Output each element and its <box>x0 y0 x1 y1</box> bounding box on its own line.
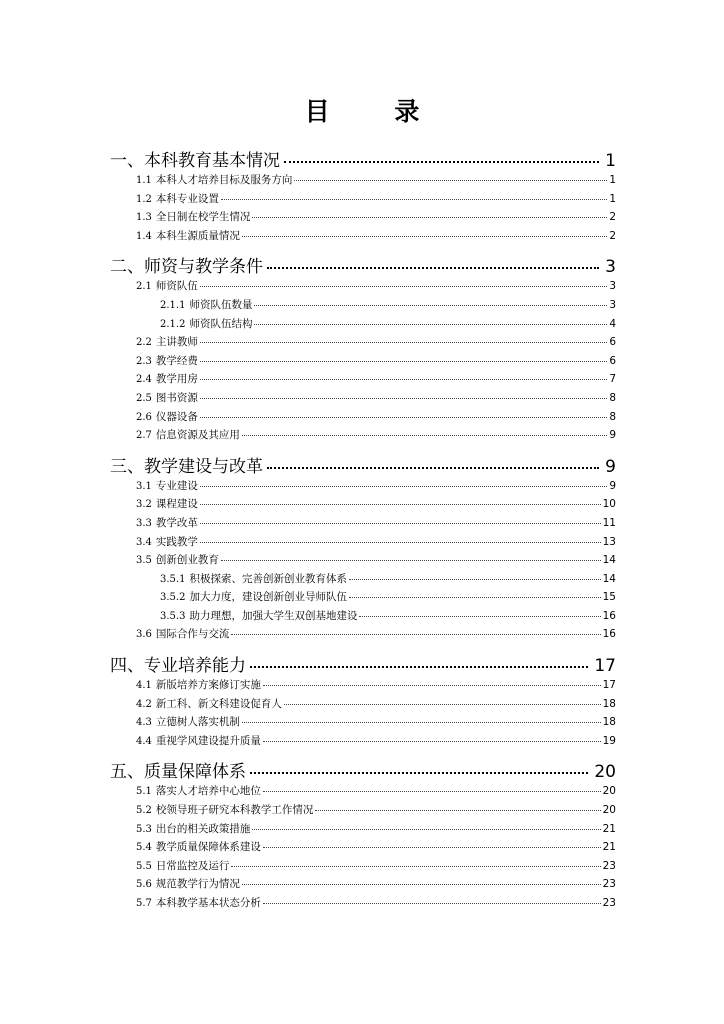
toc-entry-text: 教学改革 <box>155 516 198 529</box>
toc-page-number: 21 <box>602 841 616 854</box>
toc-subsection-entry[interactable] <box>110 895 616 914</box>
toc-page-number: 11 <box>602 516 616 529</box>
toc-entry-number: 5.6 <box>136 879 152 891</box>
toc-page-number: 19 <box>602 734 616 747</box>
dot-leader <box>267 466 599 469</box>
toc-page-number: 18 <box>602 716 616 729</box>
toc-entry-text: 主讲教师 <box>155 336 198 349</box>
dot-leader <box>263 790 601 792</box>
toc-page-number: 20 <box>602 804 616 817</box>
toc-page-number: 3 <box>609 280 616 293</box>
toc-page-number: 23 <box>602 859 616 872</box>
toc-entry-number: 5.7 <box>136 898 152 909</box>
toc-subsubsection-entry[interactable] <box>110 571 616 590</box>
toc-entry-label <box>136 534 198 549</box>
toc-page-number: 15 <box>602 591 616 604</box>
toc-entry-label <box>136 427 240 442</box>
toc-entry-text: 本科专业设置 <box>155 192 219 205</box>
dot-leader <box>349 596 601 598</box>
toc-entry-text: 本科教学基本状态分析 <box>155 897 261 909</box>
toc-subsection-entry[interactable] <box>110 278 616 297</box>
dot-leader <box>200 378 607 380</box>
toc-subsection-entry[interactable] <box>110 839 616 858</box>
toc-subsection-entry[interactable] <box>110 172 616 191</box>
toc-subsection-entry[interactable] <box>110 515 616 534</box>
toc-entry-label <box>136 228 240 243</box>
toc-subsection-entry[interactable] <box>110 390 616 409</box>
toc-entry-number: 4.2 <box>136 698 152 710</box>
dot-leader <box>254 323 607 325</box>
dot-leader <box>294 179 607 181</box>
toc-entry-number: 4.1 <box>136 680 152 692</box>
dot-leader <box>242 721 601 723</box>
toc-entry-number: 3.6 <box>136 629 152 641</box>
toc-entry-text: 创新创业教育 <box>155 554 219 567</box>
toc-subsection-entry[interactable] <box>110 714 616 733</box>
toc-subsection-entry[interactable] <box>110 496 616 515</box>
toc-subsection-entry[interactable] <box>110 552 616 571</box>
toc-entry-label <box>160 316 252 331</box>
dot-leader <box>242 883 601 885</box>
toc-page-number: 16 <box>602 609 616 622</box>
toc-entry-label <box>136 839 261 854</box>
toc-subsection-entry[interactable] <box>110 334 616 353</box>
toc-entry-number: 5.3 <box>136 823 152 835</box>
toc-chapter-entry[interactable] <box>110 252 616 278</box>
toc-subsection-entry[interactable] <box>110 427 616 446</box>
toc-entry-number: 5.2 <box>136 805 152 817</box>
dot-leader <box>254 304 607 306</box>
toc-entry-label <box>136 821 250 836</box>
toc-entry-number: 1.4 <box>136 230 152 242</box>
toc-page-number: 16 <box>602 628 616 641</box>
toc-entry-label <box>136 278 198 293</box>
toc-entry-label <box>136 478 198 493</box>
toc-entry-number: 3.3 <box>136 517 152 529</box>
dot-leader <box>263 740 601 742</box>
toc-page-number: 1 <box>609 192 616 205</box>
toc-chapter-title: 二、师资与教学条件 <box>110 257 263 278</box>
toc-page-number: 10 <box>602 498 616 511</box>
toc-page-number: 3 <box>605 257 616 278</box>
toc-entry-text: 图书资源 <box>155 391 198 404</box>
toc-entry-number: 3.5.2 <box>160 592 186 604</box>
toc-entry-label <box>136 783 261 798</box>
toc-page-number: 13 <box>602 535 616 548</box>
toc-entry-text: 仪器设备 <box>155 410 198 423</box>
toc-page-number: 8 <box>609 410 616 423</box>
toc-entry-text: 教学质量保障体系建设 <box>155 841 261 854</box>
toc-page-number: 6 <box>609 336 616 349</box>
dot-leader <box>263 684 601 686</box>
toc-entry-number: 1.3 <box>136 212 152 224</box>
toc-entry-text: 新工科、新文科建设促育人 <box>155 697 282 710</box>
dot-leader <box>349 578 601 580</box>
dot-leader <box>221 198 607 200</box>
toc-page-number: 17 <box>602 679 616 692</box>
toc-entry-text: 日常监控及运行 <box>155 859 230 872</box>
toc-entry-label <box>136 191 219 206</box>
toc-page-number: 1 <box>605 151 616 171</box>
dot-leader <box>200 416 607 418</box>
toc-entry-text: 信息资源及其应用 <box>155 429 240 442</box>
toc-chapter-entry[interactable] <box>110 452 616 478</box>
table-of-contents <box>110 146 616 914</box>
toc-page-number: 18 <box>602 697 616 710</box>
toc-entry-text: 国际合作与交流 <box>155 628 230 641</box>
toc-entry-number: 5.1 <box>136 786 152 798</box>
toc-page-number: 8 <box>609 391 616 404</box>
toc-subsection-entry[interactable] <box>110 696 616 715</box>
toc-entry-text: 本科人才培养目标及服务方向 <box>155 174 293 186</box>
dot-leader <box>252 828 600 830</box>
toc-subsection-entry[interactable] <box>110 353 616 372</box>
dot-leader <box>263 846 601 848</box>
dot-leader <box>284 160 599 163</box>
toc-page-number: 9 <box>609 429 616 442</box>
toc-entry-text: 师资队伍数量 <box>189 298 253 311</box>
dot-leader <box>231 865 600 867</box>
dot-leader <box>200 397 607 399</box>
dot-leader <box>250 665 588 668</box>
toc-page-number: 21 <box>602 822 616 835</box>
toc-page-number: 9 <box>609 479 616 492</box>
toc-page-number: 1 <box>609 174 616 186</box>
toc-page-number: 20 <box>594 762 616 783</box>
toc-entry-label <box>136 876 240 891</box>
toc-entry-label <box>136 895 261 910</box>
toc-entry-label <box>136 802 313 817</box>
toc-entry-text: 实践教学 <box>155 535 198 548</box>
toc-entry-text: 校领导班子研究本科教学工作情况 <box>155 804 314 817</box>
toc-entry-label <box>160 608 357 623</box>
toc-entry-number: 5.4 <box>136 842 152 854</box>
toc-entry-number: 2.1.1 <box>160 299 186 311</box>
toc-subsection-entry[interactable] <box>110 783 616 802</box>
dot-leader <box>200 360 607 362</box>
toc-entry-label <box>160 297 252 312</box>
toc-subsubsection-entry[interactable] <box>110 316 616 335</box>
toc-entry-number: 5.5 <box>136 860 152 872</box>
toc-subsection-entry[interactable] <box>110 876 616 895</box>
toc-page-number: 7 <box>609 373 616 386</box>
toc-page-number: 9 <box>605 456 616 477</box>
toc-chapter-entry[interactable] <box>110 146 616 172</box>
toc-page-number: 14 <box>602 554 616 567</box>
toc-subsection-entry[interactable] <box>110 209 616 228</box>
toc-page-number: 23 <box>602 897 616 909</box>
toc-entry-label <box>136 858 229 873</box>
dot-leader <box>242 434 607 436</box>
toc-entry-number: 4.3 <box>136 717 152 729</box>
dot-leader <box>267 266 599 269</box>
toc-subsection-entry[interactable] <box>110 858 616 877</box>
dot-leader <box>250 771 588 774</box>
toc-subsection-entry[interactable] <box>110 677 616 696</box>
toc-entry-label <box>136 677 261 692</box>
toc-entry-number: 2.3 <box>136 355 152 367</box>
toc-subsection-entry[interactable] <box>110 733 616 752</box>
toc-entry-text: 本科生源质量情况 <box>155 229 240 242</box>
toc-entry-label <box>160 589 347 604</box>
toc-page-number: 23 <box>602 878 616 891</box>
toc-entry-number: 4.4 <box>136 735 152 747</box>
toc-entry-label <box>136 696 282 711</box>
dot-leader <box>252 216 607 218</box>
toc-entry-number: 2.4 <box>136 374 152 386</box>
toc-entry-label <box>136 409 198 424</box>
dot-leader <box>284 703 601 705</box>
dot-leader <box>200 541 601 543</box>
toc-entry-number: 3.5 <box>136 555 152 567</box>
toc-page-number: 6 <box>609 354 616 367</box>
toc-entry-number: 3.1 <box>136 480 152 492</box>
toc-entry-number: 2.5 <box>136 392 152 404</box>
toc-entry-label <box>136 390 198 405</box>
toc-entry-number: 2.1 <box>136 281 152 293</box>
dot-leader <box>200 503 601 505</box>
toc-subsection-entry[interactable] <box>110 626 616 645</box>
toc-entry-text: 师资队伍 <box>155 280 198 293</box>
toc-subsubsection-entry[interactable] <box>110 589 616 608</box>
toc-entry-text: 全日制在校学生情况 <box>155 211 251 224</box>
toc-page-number: 2 <box>609 229 616 242</box>
toc-entry-text: 师资队伍结构 <box>189 317 253 330</box>
toc-page-number: 4 <box>609 317 616 330</box>
toc-subsection-entry[interactable] <box>110 534 616 553</box>
toc-entry-label <box>136 515 198 530</box>
toc-entry-text: 新版培养方案修订实施 <box>155 679 261 692</box>
toc-entry-label <box>136 209 250 224</box>
dot-leader <box>231 633 600 635</box>
dot-leader <box>200 485 607 487</box>
dot-leader <box>200 341 607 343</box>
toc-subsection-entry[interactable] <box>110 191 616 210</box>
dot-leader <box>359 615 600 617</box>
toc-entry-text: 教学经费 <box>155 354 198 367</box>
dot-leader <box>263 902 601 904</box>
toc-entry-number: 3.4 <box>136 536 152 548</box>
toc-subsubsection-entry[interactable] <box>110 297 616 316</box>
toc-page-number: 17 <box>594 656 616 677</box>
toc-subsection-entry[interactable] <box>110 409 616 428</box>
toc-subsubsection-entry[interactable] <box>110 608 616 627</box>
toc-entry-label <box>136 172 292 187</box>
toc-entry-text: 立德树人落实机制 <box>155 716 240 729</box>
dot-leader <box>242 235 607 237</box>
dot-leader <box>221 559 601 561</box>
toc-entry-number: 3.2 <box>136 499 152 511</box>
toc-entry-label <box>136 733 261 748</box>
dot-leader <box>200 285 607 287</box>
toc-subsection-entry[interactable] <box>110 821 616 840</box>
toc-page-number: 20 <box>602 785 616 798</box>
toc-entry-text: 教学用房 <box>155 373 198 386</box>
toc-subsection-entry[interactable] <box>110 802 616 821</box>
toc-entry-label <box>136 353 198 368</box>
toc-entry-label <box>160 571 347 586</box>
toc-entry-number: 2.6 <box>136 411 152 423</box>
toc-subsection-entry[interactable] <box>110 371 616 390</box>
toc-entry-number: 2.7 <box>136 430 152 442</box>
toc-entry-text: 课程建设 <box>155 498 198 511</box>
dot-leader <box>200 522 601 524</box>
page-title: 目 录 <box>304 97 448 126</box>
toc-entry-text: 助力理想，加强大学生双创基地建设 <box>189 609 358 622</box>
toc-page-number: 14 <box>602 572 616 585</box>
toc-page-number: 3 <box>609 298 616 311</box>
toc-entry-text: 出台的相关政策措施 <box>155 822 251 835</box>
toc-entry-text: 加大力度，建设创新创业导师队伍 <box>189 591 347 604</box>
toc-entry-text: 落实人才培养中心地位 <box>155 785 261 798</box>
toc-entry-label <box>136 371 198 386</box>
toc-entry-number: 2.2 <box>136 337 152 349</box>
toc-entry-label <box>136 714 240 729</box>
toc-chapter-title: 五、质量保障体系 <box>110 762 246 783</box>
toc-subsection-entry[interactable] <box>110 478 616 497</box>
toc-entry-number: 1.2 <box>136 193 152 205</box>
toc-entry-text: 积极探索、完善创新创业教育体系 <box>189 572 347 585</box>
toc-chapter-title: 三、教学建设与改革 <box>110 456 263 477</box>
toc-entry-label <box>136 626 229 641</box>
toc-entry-number: 3.5.3 <box>160 610 186 622</box>
toc-entry-number: 1.1 <box>136 175 152 186</box>
toc-entry-text: 重视学风建设提升质量 <box>155 734 261 747</box>
toc-entry-text: 专业建设 <box>155 479 198 492</box>
toc-page-number: 2 <box>609 211 616 224</box>
toc-chapter-title: 四、专业培养能力 <box>110 656 246 677</box>
toc-entry-number: 3.5.1 <box>160 573 186 585</box>
dot-leader <box>315 809 600 811</box>
toc-entry-text: 规范教学行为情况 <box>155 878 240 891</box>
toc-chapter-title: 一、本科教育基本情况 <box>110 151 280 171</box>
toc-chapter-entry[interactable] <box>110 757 616 783</box>
toc-chapter-entry[interactable] <box>110 651 616 677</box>
toc-subsection-entry[interactable] <box>110 228 616 247</box>
toc-entry-label <box>136 552 219 567</box>
toc-entry-label <box>136 496 198 511</box>
toc-entry-label <box>136 334 198 349</box>
toc-entry-number: 2.1.2 <box>160 318 186 330</box>
